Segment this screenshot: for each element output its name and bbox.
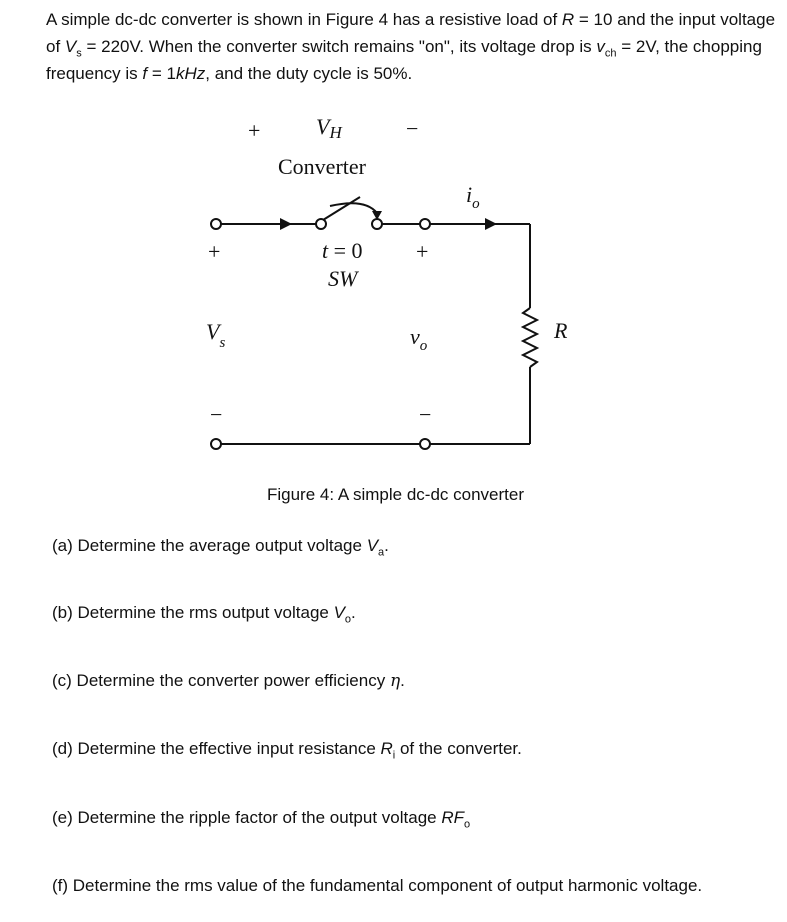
resistor-label: R: [554, 318, 568, 343]
switch-label: SW: [328, 266, 358, 291]
input-minus: −: [210, 402, 223, 427]
question-a: (a) Determine the average output voltage $V_a$.: [52, 536, 389, 559]
output-plus: +: [416, 239, 429, 264]
output-top-terminal: [420, 219, 430, 229]
question-b: (b) Determine the rms output voltage $V_o$.: [52, 603, 356, 626]
question-c: (c) Determine the converter power efficiency η.: [52, 671, 405, 691]
switch-closing-arrow: [372, 211, 382, 220]
input-voltage-label: $V_s$: [206, 319, 226, 351]
output-voltage-label: $v_o$: [410, 324, 428, 354]
output-current-label: $i_o$: [466, 182, 480, 212]
vh-minus: −: [406, 116, 419, 141]
vh-label: VH: [316, 114, 342, 142]
input-bottom-terminal: [211, 439, 221, 449]
question-f: (f) Determine the rms value of the fundamental component of output harmonic voltage.: [52, 876, 703, 895]
converter-label: Converter: [278, 154, 366, 179]
switch-blade: [323, 197, 360, 220]
output-current-arrow: [485, 218, 497, 230]
resistor-zigzag: [523, 308, 537, 367]
input-top-terminal: [211, 219, 221, 229]
figure-caption: Figure 4: A simple dc-dc converter: [266, 485, 524, 504]
question-e: (e) Determine the ripple factor of the output voltage $RF_o$: [52, 808, 471, 831]
switch-time-label: t = 0: [322, 238, 363, 263]
output-minus: −: [419, 402, 432, 427]
circuit-diagram: [180, 108, 600, 473]
vh-plus: +: [248, 118, 261, 143]
input-current-arrow: [280, 218, 292, 230]
question-d: (d) Determine the effective input resistance $R_i$ of the converter.: [52, 739, 522, 762]
output-bottom-terminal: [420, 439, 430, 449]
problem-statement: A simple dc-dc converter is shown in Figure 4 has a resistive load of R = 10 and the input voltage of $V_s = 220V$. When the converter switch remains "on", its voltage drop is $v_{ch} = 2V$, the chopping frequency is f = 1kHz, and the duty cycle is 50%.: [46, 10, 776, 83]
input-plus: +: [208, 239, 221, 264]
switch-left-contact: [316, 219, 326, 229]
circuit-wires: [180, 108, 600, 473]
switch-right-contact: [372, 219, 382, 229]
